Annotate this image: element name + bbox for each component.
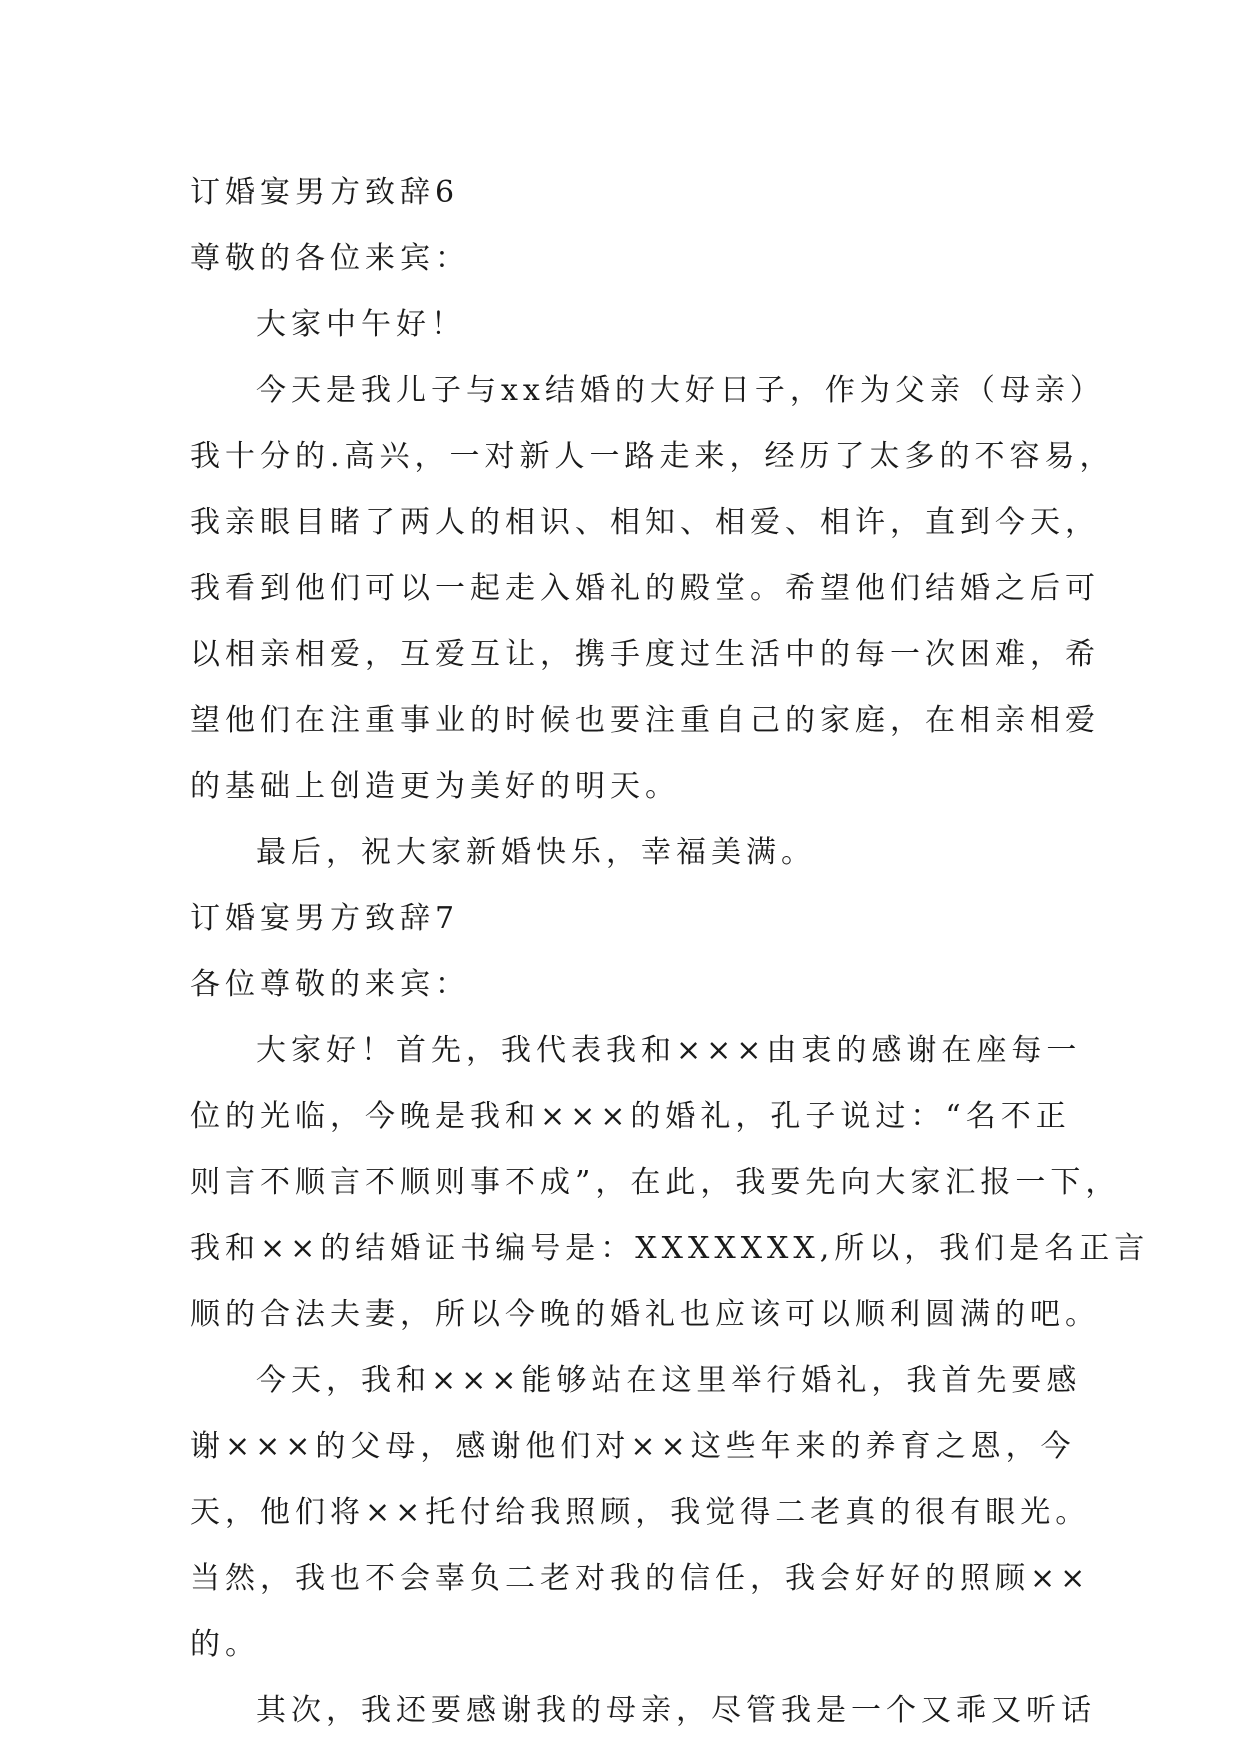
text-line: 谢×××的父母，感谢他们对××这些年来的养育之恩，今 bbox=[190, 1429, 1076, 1464]
text-line: 我和××的结婚证书编号是：XXXXXXX,所以，我们是名正言 bbox=[190, 1231, 1150, 1266]
text-line: 则言不顺言不顺则事不成”，在此，我要先向大家汇报一下， bbox=[190, 1165, 1121, 1200]
text-line: 我亲眼目睹了两人的相识、相知、相爱、相许，直到今天， bbox=[190, 505, 1100, 540]
salutation-line: 尊敬的各位来宾： bbox=[190, 241, 470, 276]
section-heading: 订婚宴男方致辞6 bbox=[190, 175, 460, 210]
text-line: 其次，我还要感谢我的母亲，尽管我是一个又乖又听话 bbox=[256, 1693, 1096, 1728]
text-line: 大家好！首先，我代表我和×××由衷的感谢在座每一 bbox=[256, 1033, 1082, 1068]
document-body bbox=[190, 160, 1150, 1744]
text-line: 望他们在注重事业的时候也要注重自己的家庭，在相亲相爱 bbox=[190, 703, 1100, 738]
text-line: 最后，祝大家新婚快乐，幸福美满。 bbox=[256, 835, 816, 870]
text-line: 我看到他们可以一起走入婚礼的殿堂。希望他们结婚之后可 bbox=[190, 571, 1100, 606]
text-line: 今天，我和×××能够站在这里举行婚礼，我首先要感 bbox=[256, 1363, 1082, 1398]
text-line: 的基础上创造更为美好的明天。 bbox=[190, 769, 680, 804]
text-line: 我十分的.高兴，一对新人一路走来，经历了太多的不容易， bbox=[190, 439, 1115, 474]
text-line: 位的光临，今晚是我和×××的婚礼，孔子说过：“名不正 bbox=[190, 1099, 1071, 1134]
text-line: 的。 bbox=[190, 1627, 260, 1662]
text-line: 今天是我儿子与xx结婚的大好日子，作为父亲（母亲） bbox=[256, 373, 1105, 408]
text-line: 顺的合法夫妻，所以今晚的婚礼也应该可以顺利圆满的吧。 bbox=[190, 1297, 1100, 1332]
salutation-line: 各位尊敬的来宾： bbox=[190, 967, 470, 1002]
text-line: 大家中午好！ bbox=[256, 307, 466, 342]
section-heading: 订婚宴男方致辞7 bbox=[190, 901, 460, 936]
text-line: 天，他们将××托付给我照顾，我觉得二老真的很有眼光。 bbox=[190, 1495, 1091, 1530]
text-line: 当然，我也不会辜负二老对我的信任，我会好好的照顾×× bbox=[190, 1561, 1091, 1596]
text-line: 以相亲相爱，互爱互让，携手度过生活中的每一次困难，希 bbox=[190, 637, 1100, 672]
